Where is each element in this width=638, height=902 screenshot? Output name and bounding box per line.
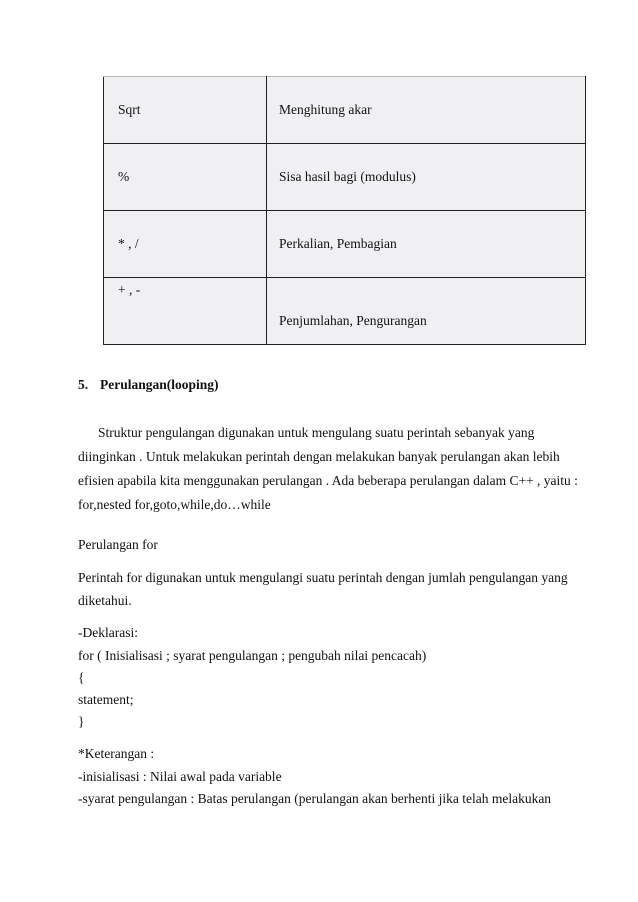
description-cell: Sisa hasil bagi (modulus) — [267, 144, 586, 211]
paragraph-line: efisien apabila kita menggunakan perulangan . Ada beberapa perulangan dalam C++ , yaitu : — [78, 473, 578, 488]
operator-cell: % — [104, 144, 267, 211]
paragraph-line: Struktur pengulangan digunakan untuk mengulang suatu perintah sebanyak yang — [98, 425, 535, 440]
paragraph-line: diinginkan . Untuk melakukan perintah dengan melakukan banyak perulangan akan lebih — [78, 449, 560, 464]
note-label: *Keterangan : — [78, 746, 155, 761]
operator-cell: + , - — [104, 278, 267, 345]
note-line: -syarat pengulangan : Batas perulangan (perulangan akan berhenti jika telah melakukan — [78, 791, 552, 806]
table-row — [104, 278, 586, 345]
section-title: Perulangan(looping) — [100, 377, 219, 392]
statement-line: statement; — [78, 692, 134, 707]
description-cell: Menghitung akar — [267, 77, 586, 144]
description-cell: Perkalian, Pembagian — [267, 211, 586, 278]
subsection-title: Perulangan for — [78, 537, 158, 552]
description-line: Perintah for digunakan untuk mengulangi suatu perintah dengan jumlah pengulangan yang — [78, 570, 568, 585]
brace-open: { — [78, 670, 85, 685]
brace-close: } — [78, 714, 85, 729]
table-row — [104, 77, 586, 144]
operator-cell: Sqrt — [104, 77, 267, 144]
operator-table — [103, 76, 586, 345]
description-cell: Penjumlahan, Pengurangan — [267, 278, 586, 345]
declaration-code: for ( Inisialisasi ; syarat pengulangan ; pengubah nilai pencacah) — [78, 648, 427, 663]
declaration-label: -Deklarasi: — [78, 625, 138, 640]
description-line: diketahui. — [78, 593, 132, 608]
section-number: 5. — [78, 377, 89, 392]
note-line: -inisialisasi : Nilai awal pada variable — [78, 769, 282, 784]
table-row — [104, 144, 586, 211]
operator-cell: * , / — [104, 211, 267, 278]
table-row — [104, 211, 586, 278]
paragraph-line: for,nested for,goto,while,do…while — [78, 497, 271, 512]
